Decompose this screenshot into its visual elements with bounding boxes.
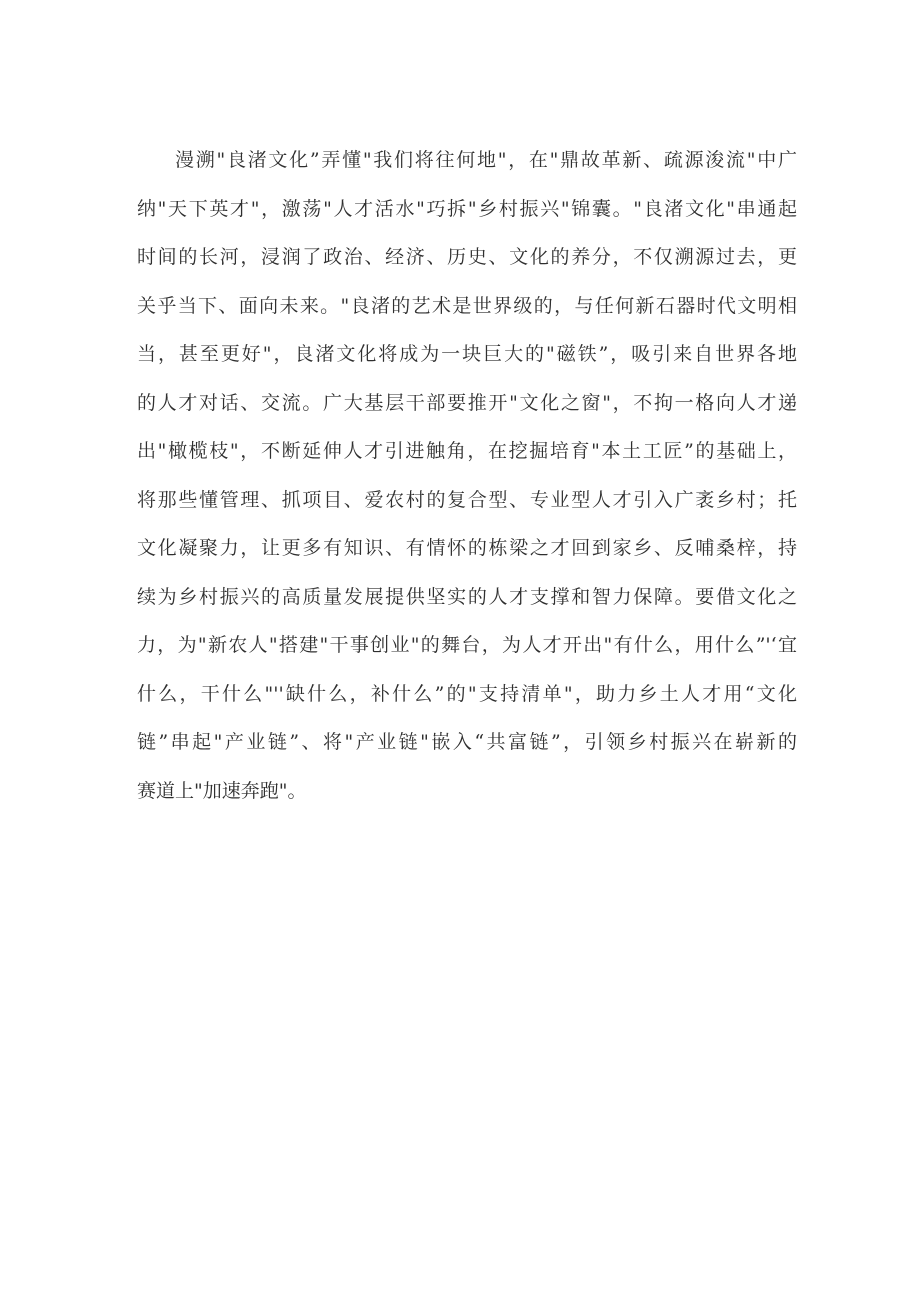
body-paragraph	[137, 136, 797, 815]
paragraph-line: 关乎当下、面向未来。"良渚的艺术是世界级的，与任何新石器时代文明相	[137, 294, 797, 317]
paragraph-line: 纳"天下英才"，激荡"人才活水"巧拆"乡村振兴"锦囊。"良渚文化"串通起	[137, 197, 797, 220]
paragraph-line: 赛道上"加速奔跑"。	[137, 779, 307, 802]
paragraph-line: 文化凝聚力，让更多有知识、有情怀的栋梁之才回到家乡、反哺桑梓，持	[137, 537, 797, 559]
paragraph-line: 的人才对话、交流。广大基层干部要推开"文化之窗"，不拘一格向人才递	[137, 391, 797, 414]
paragraph-line: 漫溯"良渚文化”弄懂"我们将往何地"，在"鼎故革新、疏源浚流"中广	[175, 149, 797, 171]
paragraph-line: 将那些懂管理、抓项目、爱农村的复合型、专业型人才引入广袤乡村；托	[137, 488, 797, 511]
paragraph-line: 出"橄榄枝"，不断延伸人才引进触角，在挖掘培育"本土工匠”的基础上，	[137, 440, 797, 462]
paragraph-line: 什么，干什么"''缺什么，补什么”的"支持清单"，助力乡土人才用“文化	[137, 682, 797, 705]
paragraph-line: 链”串起"产业链”、将"产业链"嵌入“共富链”，引领乡村振兴在崭新的	[137, 731, 797, 753]
paragraph-line: 时间的长河，浸润了政治、经济、历史、文化的养分，不仅溯源过去，更	[137, 246, 797, 268]
paragraph-line: 续为乡村振兴的高质量发展提供坚实的人才支撑和智力保障。要借文化之	[137, 585, 797, 608]
paragraph-line: 当，甚至更好"，良渚文化将成为一块巨大的"磁铁”，吸引来自世界各地	[137, 343, 797, 365]
paragraph-line: 力，为"新农人"搭建"干事创业"的舞台，为人才开出"有什么，用什么”'‘宜	[137, 634, 797, 656]
